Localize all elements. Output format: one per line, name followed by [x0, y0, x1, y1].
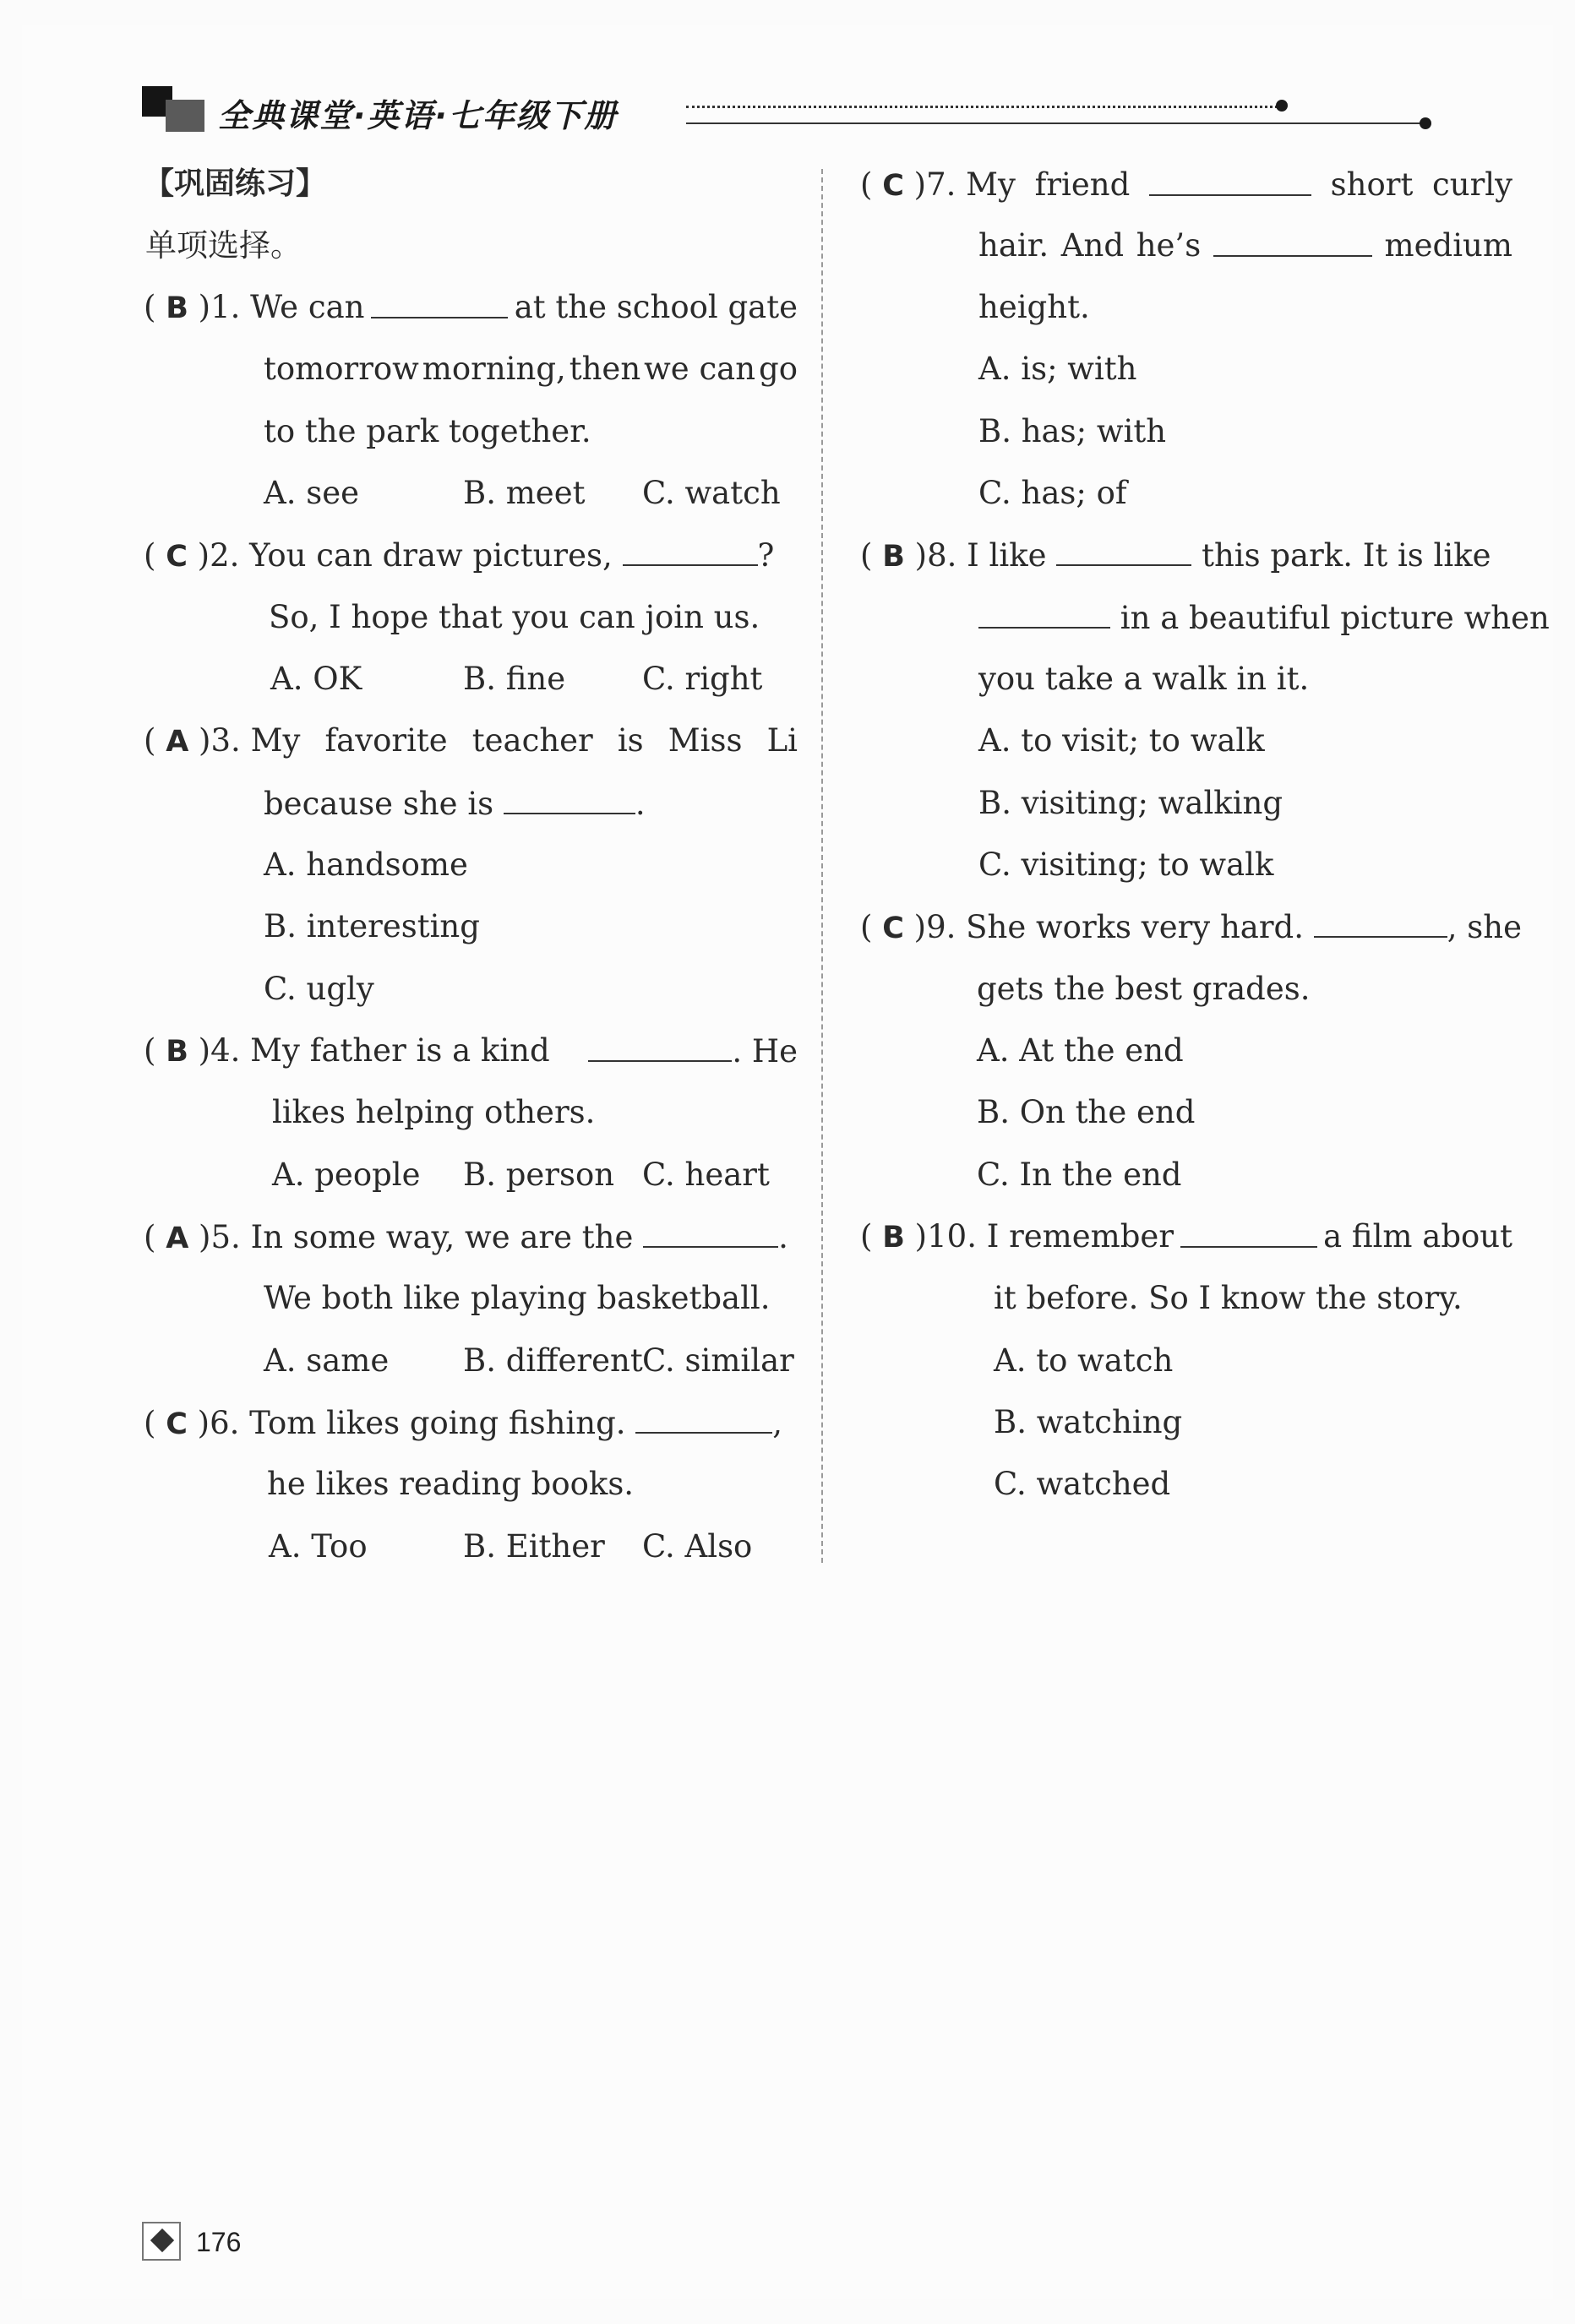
option-c: C. similar [642, 1342, 794, 1379]
option-a: A. same [264, 1342, 390, 1379]
option-b: B. different [463, 1342, 643, 1379]
header-rule [686, 122, 1423, 124]
question-9-line-2: gets the best grades. [977, 971, 1311, 1007]
section-instruction: 单项选择。 [145, 227, 302, 264]
option-c: C. watched [994, 1466, 1171, 1502]
option-b: B. Either [463, 1528, 605, 1565]
blank [588, 1035, 732, 1062]
answer-5: A [166, 1222, 189, 1255]
option-b: B. person [463, 1157, 615, 1193]
header-bullet-dot [1276, 100, 1288, 112]
option-c: C. ugly [264, 971, 374, 1007]
option-b: B. interesting [264, 908, 480, 944]
option-a: A. At the end [977, 1032, 1184, 1069]
question-10-line-2: it before. So I know the story. [994, 1280, 1463, 1316]
option-c: C. right [642, 661, 763, 697]
blank [635, 1407, 772, 1434]
question-4-line-2: likes helping others. [272, 1094, 596, 1130]
option-c: C. visiting; to walk [978, 846, 1274, 883]
option-c: C. Also [642, 1528, 753, 1565]
question-10-line-1: ( B )10. I remember a film about [860, 1218, 1512, 1255]
question-5-line-1: ( A )5. In some way, we are the . [144, 1219, 788, 1255]
answer-7: C [882, 169, 904, 203]
blank [1056, 539, 1191, 566]
blank [1180, 1221, 1317, 1248]
blank [1213, 230, 1372, 257]
question-6-line-1: ( C )6. Tom likes going fishing. , [144, 1405, 783, 1441]
blank [643, 1221, 778, 1248]
page-number: 176 [196, 2227, 242, 2257]
blank [1149, 169, 1311, 196]
option-a: A. OK [270, 661, 362, 697]
page-number-icon [142, 2222, 181, 2261]
column-divider [821, 169, 823, 1563]
question-1-line-3: to the park together. [264, 413, 591, 449]
option-a: A. is; with [978, 351, 1137, 387]
question-2-line-1: ( C )2. You can draw pictures, ? [144, 537, 775, 574]
question-3-line-1: ( A )3. My favorite teacher is Miss Li [144, 722, 798, 759]
option-b: B. On the end [977, 1094, 1196, 1130]
option-a: A. Too [269, 1528, 368, 1565]
header-dotted-rule [686, 106, 1278, 108]
question-1-line-1: ( B )1. We can at the school gate [144, 289, 798, 325]
question-2-line-2: So, I hope that you can join us. [269, 599, 760, 635]
option-a: A. see [264, 475, 360, 511]
blank [978, 601, 1110, 629]
answer-1: B [166, 291, 188, 325]
option-a: A. people [272, 1157, 421, 1193]
question-5-line-2: We both like playing basketball. [264, 1280, 771, 1316]
option-b: B. visiting; walking [978, 785, 1283, 821]
option-c: C. heart [642, 1157, 770, 1193]
question-4-line-1: ( B )4. My father is a kind . He [144, 1032, 798, 1069]
header-bullet-dot [1420, 117, 1431, 129]
option-b: B. watching [994, 1404, 1183, 1440]
answer-2: C [166, 540, 188, 574]
header-logo-block-grey [166, 100, 204, 132]
answer-4: B [166, 1035, 188, 1069]
answer-3: A [166, 725, 189, 759]
question-1-line-2: tomorrow morning, then we can go [264, 351, 798, 387]
blank [623, 539, 758, 566]
question-9-line-1: ( C )9. She works very hard. , she [860, 909, 1522, 945]
question-8-line-1: ( B )8. I like this park. It is like [860, 537, 1491, 574]
blank [371, 291, 508, 318]
answer-9: C [882, 912, 904, 945]
question-8-line-2: in a beautiful picture when [978, 601, 1550, 634]
section-heading: 【巩固练习】 [144, 166, 327, 201]
question-8-line-3: you take a walk in it. [978, 661, 1310, 697]
option-c: C. In the end [977, 1157, 1182, 1193]
header-title: 全典课堂·英语·七年级下册 [218, 97, 618, 134]
question-7-line-3: height. [978, 289, 1090, 325]
option-a: A. handsome [264, 846, 468, 883]
option-a: A. to visit; to walk [978, 722, 1265, 759]
question-7-line-1: ( C )7. My friend short curly [860, 166, 1512, 203]
option-b: B. fine [463, 661, 566, 697]
answer-10: B [882, 1221, 905, 1255]
option-b: B. has; with [978, 413, 1167, 449]
question-6-line-2: he likes reading books. [267, 1466, 635, 1502]
option-c: C. has; of [978, 475, 1127, 511]
question-3-line-2: because she is . [264, 786, 646, 822]
option-c: C. watch [642, 475, 781, 511]
blank [1314, 911, 1447, 938]
option-b: B. meet [463, 475, 586, 511]
answer-8: B [882, 540, 905, 574]
answer-6: C [166, 1407, 188, 1441]
question-7-line-2: hair. And he’s medium [978, 227, 1512, 264]
option-a: A. to watch [994, 1342, 1174, 1379]
blank [504, 787, 635, 814]
